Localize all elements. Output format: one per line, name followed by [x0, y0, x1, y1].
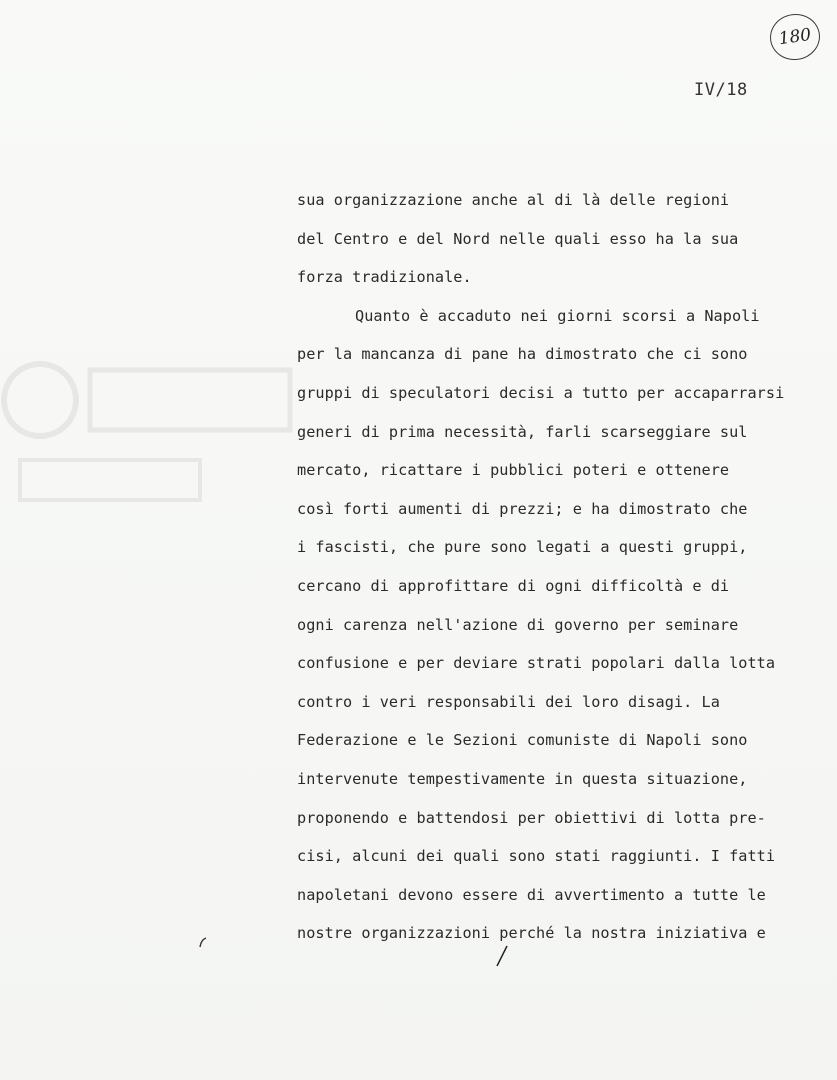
- text-line: sua organizzazione anche al di là delle regioni: [297, 191, 730, 209]
- text-line: così forti aumenti di prezzi; e ha dimostrato che: [297, 499, 748, 518]
- text-line: cisi, alcuni dei quali sono stati raggiunti. I fatti: [297, 847, 776, 866]
- text-line: gruppi di speculatori decisi a tutto per accaparrarsi: [297, 383, 785, 402]
- text-line: generi di prima necessità, farli scarseggiare sul: [297, 422, 748, 441]
- text-line: per la mancanza di pane ha dimostrato che ci sono: [297, 345, 748, 364]
- text-line: Federazione e le Sezioni comuniste di Napoli sono: [297, 731, 748, 750]
- text-line: forza tradizionale.: [297, 268, 472, 287]
- margin-pencil-mark: [198, 935, 208, 949]
- pen-insertion-mark: [494, 944, 510, 968]
- text-line: ogni carenza nell'azione di governo per seminare: [297, 615, 739, 634]
- text-line: i fascisti, che pure sono legati a questi gruppi,: [297, 538, 748, 557]
- text-line: proponendo e battendosi per obiettivi di lotta pre-: [297, 808, 766, 827]
- text-line: nostre organizzazioni perché la nostra iniziativa e: [297, 924, 766, 943]
- text-line: napoletani devono essere di avvertimento a tutte le: [297, 885, 766, 904]
- text-line: mercato, ricattare i pubblici poteri e ottenere: [297, 461, 730, 480]
- text-line: contro i veri responsabili dei loro disagi. La: [297, 692, 720, 711]
- text-line: intervenute tempestivamente in questa situazione,: [297, 769, 748, 788]
- page-reference: IV/18: [694, 80, 748, 100]
- text-line: confusione e per deviare strati popolari dalla lotta: [297, 654, 776, 673]
- page-number-stamp: [767, 11, 823, 64]
- show-through-bleed: [0, 360, 300, 520]
- text-line-paragraph-start: Quanto è accaduto nei giorni scorsi a Napoli: [355, 306, 760, 325]
- typed-body-text: [297, 188, 827, 960]
- stamp-number: 180: [777, 24, 813, 50]
- text-line: del Centro e del Nord nelle quali esso ha la sua: [297, 229, 739, 248]
- text-line: cercano di approfittare di ogni difficoltà e di: [297, 576, 730, 595]
